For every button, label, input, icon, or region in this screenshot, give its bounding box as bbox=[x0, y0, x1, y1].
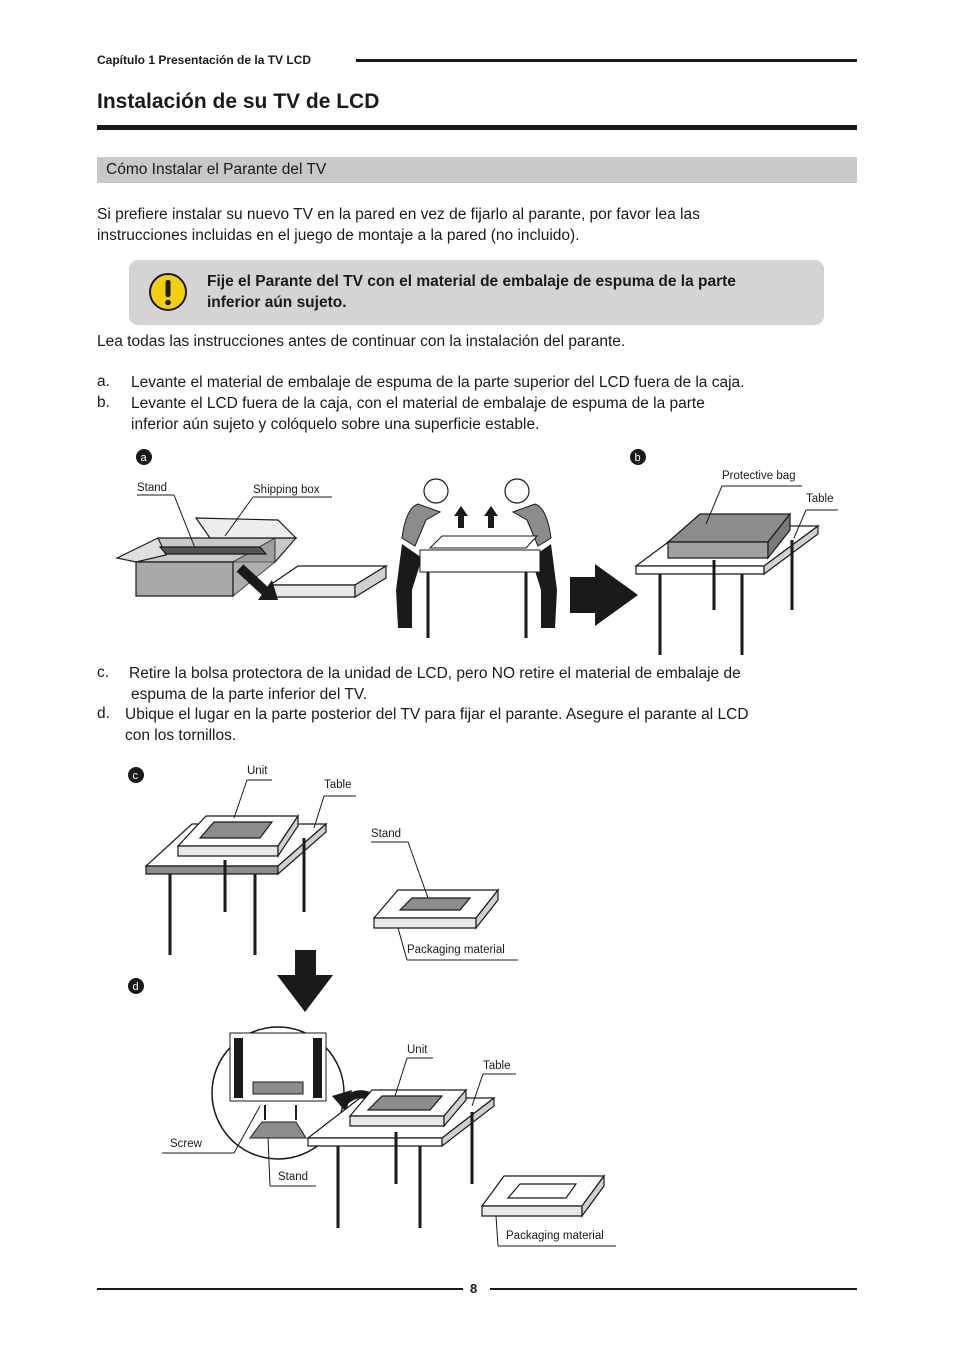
section-title: Cómo Instalar el Parante del TV bbox=[106, 161, 327, 178]
page-title: Instalación de su TV de LCD bbox=[97, 90, 380, 113]
step-b-text bbox=[131, 394, 821, 435]
badge-d-text: d bbox=[132, 981, 139, 993]
label-shipping-box: Shipping box bbox=[253, 484, 320, 496]
footer-rule-right bbox=[490, 1288, 857, 1290]
step-c-text bbox=[129, 664, 819, 705]
figure-cd bbox=[100, 760, 860, 1260]
warning-line-2: inferior aún sujeto. bbox=[207, 294, 347, 311]
step-b-letter: b. bbox=[97, 394, 110, 411]
step-a-line-1: Levante el material de embalaje de espuma de la parte superior del LCD fuera de la caja. bbox=[131, 374, 745, 391]
figure-ab bbox=[100, 440, 860, 665]
arrow-down-icon bbox=[277, 950, 333, 1012]
step-a-letter: a. bbox=[97, 373, 110, 390]
badge-a bbox=[136, 449, 152, 465]
arrow-right-icon bbox=[570, 564, 638, 626]
chapter-rule bbox=[356, 59, 857, 62]
label-unit-c: Unit bbox=[247, 765, 268, 777]
label-stand-c: Stand bbox=[371, 828, 402, 840]
warning-text bbox=[207, 271, 807, 313]
packaging-c-illustration bbox=[374, 890, 498, 928]
foam-piece-a bbox=[270, 566, 386, 597]
read-all-text: Lea todas las instrucciones antes de continuar con la instalación del parante. bbox=[97, 333, 626, 350]
badge-d bbox=[128, 978, 144, 994]
step-b-line-1: Levante el LCD fuera de la caja, con el material de embalaje de espuma de la parte bbox=[131, 395, 705, 412]
table-c-illustration bbox=[146, 816, 326, 955]
label-protective-bag: Protective bag bbox=[722, 470, 796, 482]
page-number: 8 bbox=[470, 1281, 478, 1296]
badge-b-text: b bbox=[634, 452, 641, 464]
label-table-d: Table bbox=[483, 1060, 511, 1072]
intro-line-1: Si prefiere instalar su nuevo TV en la pared en vez de fijarlo al parante, por favor lea las bbox=[97, 206, 700, 223]
label-stand-a: Stand bbox=[137, 482, 168, 494]
packaging-d-illustration bbox=[482, 1176, 604, 1216]
label-packaging-d: Packaging material bbox=[506, 1230, 604, 1242]
warning-line-1: Fije el Parante del TV con el material de embalaje de espuma de la parte bbox=[207, 273, 736, 290]
label-packaging-c: Packaging material bbox=[407, 944, 505, 956]
intro-paragraph bbox=[97, 205, 837, 246]
step-a-text bbox=[131, 373, 821, 394]
step-b-line-2: inferior aún sujeto y colóquelo sobre una superficie estable. bbox=[131, 415, 540, 433]
label-stand-d: Stand bbox=[278, 1171, 309, 1183]
badge-c-text: c bbox=[132, 770, 138, 782]
label-screw: Screw bbox=[170, 1138, 202, 1150]
step-d-letter: d. bbox=[97, 705, 110, 722]
step-d-line-2: con los tornillos. bbox=[125, 726, 237, 744]
step-d-text bbox=[125, 705, 815, 746]
label-unit-d: Unit bbox=[407, 1044, 428, 1056]
badge-b bbox=[630, 449, 646, 465]
table-with-tv-illustration bbox=[636, 514, 818, 655]
intro-line-2: instrucciones incluidas en el juego de montaje a la pared (no incluido). bbox=[97, 226, 580, 244]
badge-a-text: a bbox=[140, 452, 147, 464]
label-table-c: Table bbox=[324, 779, 352, 791]
footer-rule-left bbox=[97, 1288, 463, 1290]
badge-c bbox=[128, 767, 144, 783]
step-c-letter: c. bbox=[97, 664, 110, 681]
exclamation-icon bbox=[148, 272, 188, 312]
label-table-b: Table bbox=[806, 493, 834, 505]
people-lifting-illustration bbox=[396, 479, 557, 638]
title-rule bbox=[97, 125, 857, 130]
step-d-line-1: Ubique el lugar en la parte posterior del TV para fijar el parante. Asegure el parante al LCD bbox=[125, 706, 749, 723]
step-c-line-1: Retire la bolsa protectora de la unidad de LCD, pero NO retire el material de embalaje de bbox=[129, 665, 741, 682]
step-c-line-2: espuma de la parte inferior del TV. bbox=[131, 685, 368, 703]
chapter-header: Capítulo 1 Presentación de la TV LCD bbox=[97, 53, 312, 67]
